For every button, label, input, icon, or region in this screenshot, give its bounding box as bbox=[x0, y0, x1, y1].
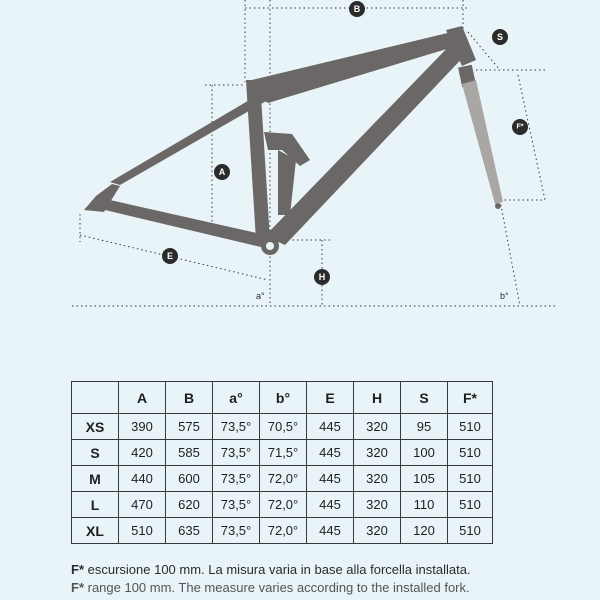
footnote-italian-mark: F* bbox=[71, 562, 84, 577]
value-f: 510 bbox=[448, 414, 493, 440]
value-s: 110 bbox=[401, 492, 448, 518]
dimension-f-line bbox=[518, 75, 545, 200]
footnote-italian-text: escursione 100 mm. La misura varia in base alla forcella installata. bbox=[84, 562, 471, 577]
svg-text:H: H bbox=[318, 272, 326, 282]
dimension-label-e bbox=[162, 248, 178, 264]
svg-text:B: B bbox=[353, 4, 361, 14]
value-a: 390 bbox=[119, 414, 166, 440]
dimension-label-b bbox=[349, 1, 365, 17]
size-cell: L bbox=[72, 492, 119, 518]
dimension-label-h bbox=[314, 269, 330, 285]
value-b: 620 bbox=[166, 492, 213, 518]
size-cell: S bbox=[72, 440, 119, 466]
svg-text:A: A bbox=[218, 167, 226, 177]
value-a-angle: 73,5° bbox=[213, 414, 260, 440]
value-b-angle: 72,0° bbox=[260, 518, 307, 544]
bike-frame bbox=[84, 26, 476, 255]
value-e: 445 bbox=[307, 414, 354, 440]
header-a: A bbox=[119, 382, 166, 414]
value-s: 120 bbox=[401, 518, 448, 544]
value-a: 470 bbox=[119, 492, 166, 518]
size-cell: XS bbox=[72, 414, 119, 440]
header-size bbox=[72, 382, 119, 414]
size-cell: XL bbox=[72, 518, 119, 544]
value-a-angle: 73,5° bbox=[213, 518, 260, 544]
value-a: 420 bbox=[119, 440, 166, 466]
value-b: 575 bbox=[166, 414, 213, 440]
value-a-angle: 73,5° bbox=[213, 492, 260, 518]
table-row bbox=[72, 440, 493, 466]
value-a: 440 bbox=[119, 466, 166, 492]
value-f: 510 bbox=[448, 492, 493, 518]
value-b: 600 bbox=[166, 466, 213, 492]
header-s: S bbox=[401, 382, 448, 414]
value-h: 320 bbox=[354, 518, 401, 544]
angle-label-a: a° bbox=[256, 291, 265, 301]
footnote-english bbox=[71, 580, 470, 595]
value-f: 510 bbox=[448, 440, 493, 466]
value-h: 320 bbox=[354, 440, 401, 466]
value-a: 510 bbox=[119, 518, 166, 544]
value-e: 445 bbox=[307, 466, 354, 492]
value-e: 445 bbox=[307, 440, 354, 466]
value-a-angle: 73,5° bbox=[213, 440, 260, 466]
dimension-label-a bbox=[214, 164, 230, 180]
value-e: 445 bbox=[307, 518, 354, 544]
header-a-angle: a° bbox=[213, 382, 260, 414]
value-b: 585 bbox=[166, 440, 213, 466]
table-row bbox=[72, 414, 493, 440]
size-cell: M bbox=[72, 466, 119, 492]
value-b-angle: 70,5° bbox=[260, 414, 307, 440]
svg-text:S: S bbox=[496, 32, 504, 42]
value-a-angle: 73,5° bbox=[213, 466, 260, 492]
value-f: 510 bbox=[448, 466, 493, 492]
svg-text:F*: F* bbox=[516, 123, 524, 131]
value-s: 100 bbox=[401, 440, 448, 466]
dimension-label-s bbox=[492, 29, 508, 45]
header-h: H bbox=[354, 382, 401, 414]
value-b: 635 bbox=[166, 518, 213, 544]
value-b-angle: 72,0° bbox=[260, 466, 307, 492]
header-e: E bbox=[307, 382, 354, 414]
suspension-fork bbox=[458, 65, 503, 209]
table-row bbox=[72, 466, 493, 492]
value-s: 95 bbox=[401, 414, 448, 440]
angle-label-b: b° bbox=[500, 291, 509, 301]
value-e: 445 bbox=[307, 492, 354, 518]
table-row bbox=[72, 492, 493, 518]
geometry-table bbox=[71, 381, 493, 544]
header-b: B bbox=[166, 382, 213, 414]
dimension-label-f bbox=[512, 119, 528, 135]
footnote-italian bbox=[71, 562, 471, 577]
table-header-row bbox=[72, 382, 493, 414]
footnote-english-mark: F* bbox=[71, 580, 84, 595]
value-f: 510 bbox=[448, 518, 493, 544]
header-b-angle: b° bbox=[260, 382, 307, 414]
table-row bbox=[72, 518, 493, 544]
value-h: 320 bbox=[354, 492, 401, 518]
value-b-angle: 72,0° bbox=[260, 492, 307, 518]
header-f: F* bbox=[448, 382, 493, 414]
value-s: 105 bbox=[401, 466, 448, 492]
value-b-angle: 71,5° bbox=[260, 440, 307, 466]
svg-text:E: E bbox=[166, 251, 174, 261]
footnote-english-text: range 100 mm. The measure varies according to the installed fork. bbox=[84, 580, 470, 595]
value-h: 320 bbox=[354, 414, 401, 440]
value-h: 320 bbox=[354, 466, 401, 492]
